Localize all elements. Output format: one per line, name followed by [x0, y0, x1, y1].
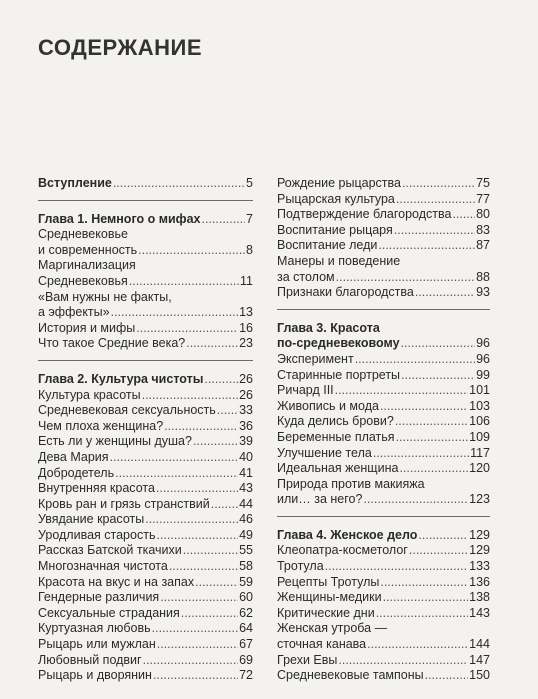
page-number: 8	[246, 242, 253, 257]
page-number: 87	[476, 238, 490, 253]
chapter-title: Глава 1. Немного о мифах	[38, 211, 201, 226]
leader-dots	[193, 434, 238, 450]
leader-dots	[395, 414, 468, 430]
page-number: 55	[239, 543, 253, 558]
page-number: 138	[469, 590, 490, 605]
chapter-2-continued-list	[277, 176, 490, 301]
toc-entry[interactable]	[38, 497, 253, 513]
page-title: СОДЕРЖАНИЕ	[38, 35, 203, 60]
toc-entry[interactable]	[277, 559, 490, 575]
leader-dots	[160, 590, 238, 606]
toc-right-column	[277, 176, 490, 684]
chapter-title-line-2: по-средневековому	[277, 336, 400, 351]
toc-entry[interactable]	[277, 430, 490, 446]
toc-entry-label: Женская утроба —	[277, 621, 388, 636]
toc-entry-label: сточная канава	[277, 637, 367, 652]
toc-entry-label: Вступление	[38, 176, 112, 190]
leader-dots	[153, 668, 238, 684]
leader-dots	[204, 372, 238, 388]
leader-dots	[380, 575, 468, 591]
leader-dots	[335, 383, 469, 399]
toc-entry-label: Дева Мария	[38, 449, 109, 464]
toc-entry[interactable]	[38, 653, 253, 669]
toc-entry-label: Рыцарь и дворянин	[38, 668, 152, 683]
leader-dots	[113, 176, 245, 192]
page-number: 40	[239, 449, 253, 464]
toc-entry[interactable]	[38, 575, 253, 591]
page-number: 43	[239, 481, 253, 496]
toc-entry-label: Рассказ Батской ткачихи	[38, 543, 182, 558]
toc-entry[interactable]	[277, 575, 490, 591]
page-number: 75	[476, 176, 490, 190]
toc-entry-label: Женщины-медики	[277, 590, 382, 605]
leader-dots	[195, 575, 238, 591]
toc-entry-label: Живопись и мода	[277, 398, 379, 413]
toc-entry-label: Куртуазная любовь	[38, 621, 151, 636]
toc-entry[interactable]	[277, 414, 490, 430]
page-number: 58	[239, 559, 253, 574]
page-number: 96	[476, 336, 490, 351]
page-number: 83	[476, 222, 490, 237]
toc-entry-label: за столом	[277, 269, 335, 284]
toc-entry[interactable]	[277, 223, 490, 239]
chapter-heading-3[interactable]	[277, 321, 490, 352]
page-number: 16	[239, 320, 253, 335]
toc-entry-label: и современность	[38, 242, 138, 257]
page-number: 5	[246, 176, 253, 190]
chapter-title-line-1: Глава 3. Красота	[277, 320, 380, 335]
toc-entry-intro[interactable]	[38, 176, 253, 192]
toc-entry-label: Воспитание рыцаря	[277, 222, 393, 237]
leader-dots	[394, 223, 475, 239]
toc-entry-label: Улучшение тела	[277, 445, 372, 460]
toc-entry[interactable]	[277, 590, 490, 606]
chapter-heading-2[interactable]	[38, 372, 253, 388]
page-number: 147	[469, 652, 490, 667]
leader-dots	[415, 285, 475, 301]
toc-entry[interactable]	[38, 450, 253, 466]
leader-dots	[136, 321, 238, 337]
toc-entry[interactable]	[38, 512, 253, 528]
leader-dots	[399, 461, 468, 477]
leader-dots	[376, 606, 468, 622]
leader-dots	[338, 653, 468, 669]
page-number: 36	[239, 418, 253, 433]
page-number: 60	[239, 590, 253, 605]
toc-entry[interactable]	[277, 383, 490, 399]
page-number: 123	[469, 492, 490, 507]
toc-entry-label: Беременные платья	[277, 429, 395, 444]
toc-entry-label: Клеопатра-косметолог	[277, 543, 408, 558]
toc-entry-label: Эксперимент	[277, 351, 354, 366]
toc-entry[interactable]	[38, 290, 253, 321]
toc-entry[interactable]	[277, 461, 490, 477]
page-number: 129	[469, 543, 490, 558]
chapter-title: Глава 2. Культура чистоты	[38, 371, 204, 386]
toc-entry[interactable]	[38, 466, 253, 482]
page-number: 129	[469, 527, 490, 542]
page-number: 150	[469, 668, 490, 683]
toc-entry[interactable]	[277, 477, 490, 508]
divider	[38, 200, 253, 201]
toc-entry[interactable]	[38, 258, 253, 289]
page-number: 62	[239, 605, 253, 620]
leader-dots	[383, 590, 469, 606]
toc-entry[interactable]	[38, 336, 253, 352]
toc-entry[interactable]	[277, 238, 490, 254]
toc-entry-label: Средневековья	[38, 273, 128, 288]
divider	[277, 516, 490, 517]
toc-entry-label: Кровь ран и грязь странствий	[38, 496, 210, 511]
leader-dots	[325, 559, 468, 575]
leader-dots	[142, 388, 239, 404]
toc-entry-label: Что такое Средние века?	[38, 336, 186, 351]
toc-entry[interactable]	[38, 528, 253, 544]
toc-entry[interactable]	[38, 481, 253, 497]
leader-dots	[115, 466, 238, 482]
divider	[277, 309, 490, 310]
leader-dots	[156, 481, 238, 497]
toc-entry-label: Рецепты Тротулы	[277, 574, 380, 589]
toc-entry-label: Есть ли у женщины душа?	[38, 434, 192, 449]
toc-entry-label: Внутренняя красота	[38, 481, 155, 496]
page-number: 77	[476, 191, 490, 206]
toc-entry-label: Старинные портреты	[277, 367, 401, 382]
toc-entry-label: Средневековые тампоны	[277, 668, 424, 683]
toc-entry[interactable]	[38, 388, 253, 404]
toc-entry[interactable]	[38, 227, 253, 258]
leader-dots	[129, 274, 239, 290]
toc-entry-label: Многозначная чистота	[38, 559, 168, 574]
toc-entry-label: Признаки благородства	[277, 285, 414, 300]
page-number: 59	[239, 574, 253, 589]
toc-entry-label: Природа против макияжа	[277, 476, 425, 491]
toc-entry[interactable]	[277, 176, 490, 192]
chapter-heading-4[interactable]	[277, 528, 490, 544]
page-number: 64	[239, 621, 253, 636]
toc-entry[interactable]	[277, 285, 490, 301]
page-number: 99	[476, 367, 490, 382]
toc-entry-label: «Вам нужны не факты,	[38, 289, 172, 304]
leader-dots	[396, 192, 475, 208]
toc-entry-label: Уродливая старость	[38, 527, 156, 542]
leader-dots	[211, 497, 238, 513]
toc-entry-label: Критические дни	[277, 605, 375, 620]
leader-dots	[110, 450, 239, 466]
toc-entry-label: Увядание красоты	[38, 512, 145, 527]
toc-entry-label: Куда делись брови?	[277, 414, 394, 429]
leader-dots	[181, 606, 238, 622]
leader-dots	[143, 653, 238, 669]
leader-dots	[401, 336, 476, 352]
chapter-3-list	[277, 352, 490, 508]
page-number: 11	[240, 273, 253, 288]
toc-entry[interactable]	[38, 590, 253, 606]
leader-dots	[363, 492, 468, 508]
toc-entry-label: Добродетель	[38, 465, 115, 480]
toc-entry[interactable]	[38, 321, 253, 337]
chapter-heading-1[interactable]	[38, 212, 253, 228]
toc-entry[interactable]	[38, 668, 253, 684]
toc-entry[interactable]	[38, 419, 253, 435]
toc-entry-label: Манеры и поведение	[277, 253, 401, 268]
toc-entry-label: Чем плоха женщина?	[38, 418, 164, 433]
page-number: 26	[239, 387, 253, 402]
leader-dots	[138, 243, 245, 259]
leader-dots	[373, 446, 469, 462]
toc-left-column	[38, 176, 253, 684]
page-number: 49	[239, 527, 253, 542]
leader-dots	[156, 528, 238, 544]
page-number: 101	[469, 383, 490, 398]
page-number: 88	[476, 269, 490, 284]
page-number: 39	[239, 434, 253, 449]
page-number: 96	[476, 351, 490, 366]
page-number: 46	[239, 512, 253, 527]
toc-entry-label: Гендерные различия	[38, 590, 160, 605]
leader-dots	[164, 419, 238, 435]
toc-entry-label: Рыцарская культура	[277, 191, 395, 206]
page-number: 44	[239, 496, 253, 511]
toc-entry[interactable]	[277, 192, 490, 208]
leader-dots	[201, 212, 245, 228]
toc-entry[interactable]	[38, 559, 253, 575]
page-number: 136	[469, 574, 490, 589]
leader-dots	[169, 559, 238, 575]
leader-dots	[409, 543, 468, 559]
toc-entry[interactable]	[277, 668, 490, 684]
leader-dots	[183, 543, 238, 559]
toc-entry[interactable]	[38, 543, 253, 559]
page-number: 144	[469, 637, 490, 652]
leader-dots	[217, 403, 238, 419]
toc-entry[interactable]	[277, 606, 490, 622]
chapter-4-list	[277, 543, 490, 683]
leader-dots	[418, 528, 468, 544]
toc-entry[interactable]	[38, 606, 253, 622]
toc-entry-label: История и мифы	[38, 320, 136, 335]
toc-entry-label: Сексуальные страдания	[38, 605, 180, 620]
divider	[38, 360, 253, 361]
toc-entry-label: Идеальная женщина	[277, 461, 399, 476]
page-number: 80	[476, 207, 490, 222]
leader-dots	[396, 430, 469, 446]
page-number: 23	[239, 336, 253, 351]
page-number: 41	[239, 465, 253, 480]
toc-entry[interactable]	[38, 637, 253, 653]
leader-dots	[452, 207, 475, 223]
toc-entry-label: Подтверждение благородства	[277, 207, 452, 222]
toc-entry[interactable]	[277, 399, 490, 415]
page-number: 72	[239, 668, 253, 683]
leader-dots	[145, 512, 238, 528]
toc-entry[interactable]	[38, 403, 253, 419]
toc-entry-label: Тротула	[277, 559, 324, 574]
toc-entry-label: Воспитание леди	[277, 238, 378, 253]
toc-entry-label: Красота на вкус и на запах	[38, 574, 195, 589]
leader-dots	[355, 352, 475, 368]
page-number: 143	[469, 605, 490, 620]
leader-dots	[111, 305, 238, 321]
toc-entry-label: Любовный подвиг	[38, 652, 142, 667]
toc-entry-label: Грехи Евы	[277, 652, 338, 667]
toc-entry[interactable]	[277, 543, 490, 559]
leader-dots	[367, 637, 468, 653]
leader-dots	[186, 336, 238, 352]
page-number: 120	[469, 461, 490, 476]
page-number: 93	[476, 285, 490, 300]
page-number: 133	[469, 559, 490, 574]
page-number: 33	[239, 403, 253, 418]
page-number: 67	[239, 637, 253, 652]
chapter-2-list	[38, 388, 253, 684]
page-number: 117	[470, 445, 490, 460]
leader-dots	[401, 368, 475, 384]
page-number: 103	[469, 398, 490, 413]
toc-entry[interactable]	[38, 621, 253, 637]
toc-entry-label: Культура красоты	[38, 387, 141, 402]
toc-entry[interactable]	[277, 446, 490, 462]
toc-entry[interactable]	[277, 352, 490, 368]
chapter-1-list	[38, 227, 253, 352]
page-number: 106	[469, 414, 490, 429]
toc-entry-label: Рыцарь или мужлан	[38, 637, 156, 652]
toc-entry-label: Ричард III	[277, 383, 334, 398]
page-number: 13	[239, 305, 253, 320]
toc-entry[interactable]	[38, 434, 253, 450]
toc-entry-label: Маргинализация	[38, 258, 136, 273]
toc-entry-label: Средневековье	[38, 227, 128, 242]
leader-dots	[402, 176, 475, 192]
toc-entry[interactable]	[277, 653, 490, 669]
leader-dots	[336, 270, 475, 286]
page-number: 69	[239, 652, 253, 667]
toc-entry[interactable]	[277, 621, 490, 652]
chapter-title: Глава 4. Женское дело	[277, 527, 418, 542]
toc-entry[interactable]	[277, 368, 490, 384]
toc-entry-label: или… за него?	[277, 492, 363, 507]
leader-dots	[380, 399, 468, 415]
leader-dots	[378, 238, 475, 254]
page-number: 109	[469, 429, 490, 444]
toc-entry-label: а эффекты»	[38, 305, 110, 320]
toc-entry-label: Средневековая сексуальность	[38, 403, 216, 418]
toc-entry[interactable]	[277, 254, 490, 285]
page-number: 26	[239, 371, 253, 386]
leader-dots	[425, 668, 469, 684]
page-number: 7	[246, 211, 253, 226]
toc-entry[interactable]	[277, 207, 490, 223]
leader-dots	[152, 621, 238, 637]
toc-entry-label: Рождение рыцарства	[277, 176, 401, 190]
leader-dots	[157, 637, 238, 653]
